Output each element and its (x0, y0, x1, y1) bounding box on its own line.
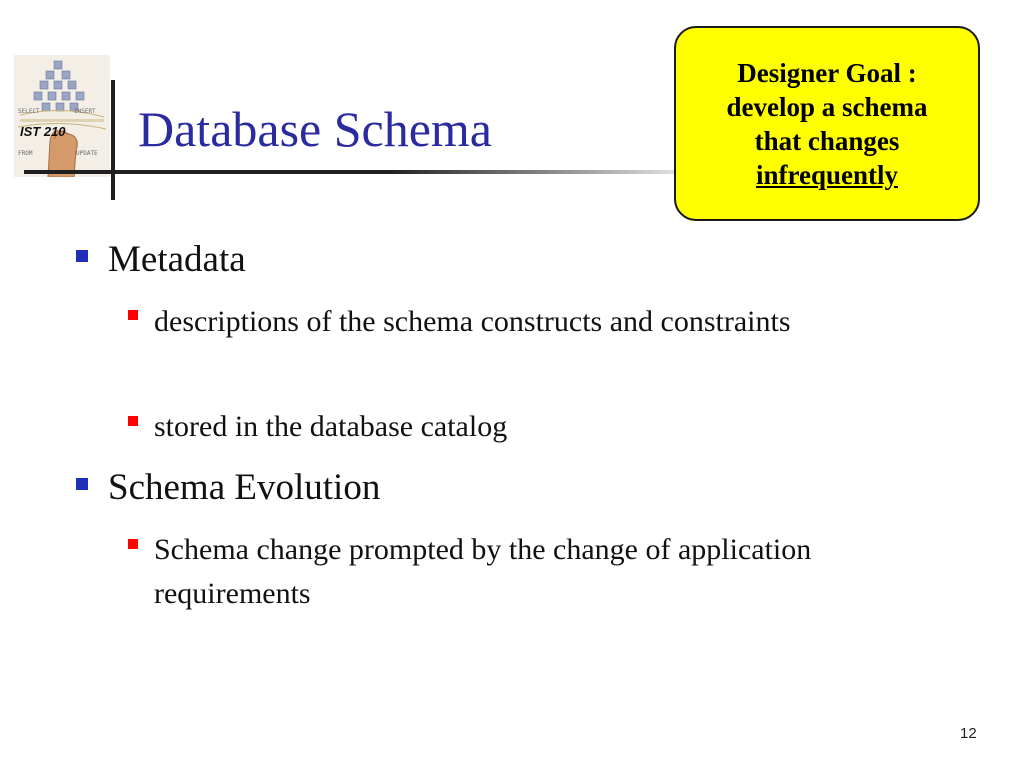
logo-label: IST 210 (20, 124, 66, 139)
bullet-item: Metadata (108, 239, 246, 280)
ist-logo (14, 55, 110, 177)
svg-text:SELECT: SELECT (18, 108, 40, 115)
designer-goal-callout (674, 26, 980, 221)
sub-bullet-item: Schema change prompted by the change of application requirements (154, 533, 812, 610)
bullet-item: Schema Evolution (108, 467, 381, 508)
hand-database-icon (14, 55, 110, 177)
svg-text:INSERT: INSERT (74, 108, 96, 115)
sub-bullet-item: stored in the database catalog (154, 410, 508, 443)
callout-emphasis: infrequently (755, 159, 898, 190)
sub-bullet-square-icon (128, 310, 138, 320)
title-vertical-rule (111, 80, 115, 200)
sub-bullet-item: descriptions of the schema constructs and constraints (154, 305, 791, 338)
svg-text:UPDATE: UPDATE (76, 150, 98, 157)
page-number: 12 (960, 725, 977, 742)
sub-bullet-square-icon (128, 539, 138, 549)
callout-line-2: develop a schema (726, 91, 928, 122)
callout-line-1: Designer Goal : (737, 57, 917, 88)
slide-title: Database Schema (138, 101, 493, 157)
bullet-square-icon (76, 250, 88, 262)
title-horizontal-rule (24, 170, 684, 174)
callout-line-3: that changes (754, 125, 900, 156)
sub-bullet-square-icon (128, 416, 138, 426)
bullet-square-icon (76, 478, 88, 490)
svg-text:FROM: FROM (18, 150, 33, 157)
